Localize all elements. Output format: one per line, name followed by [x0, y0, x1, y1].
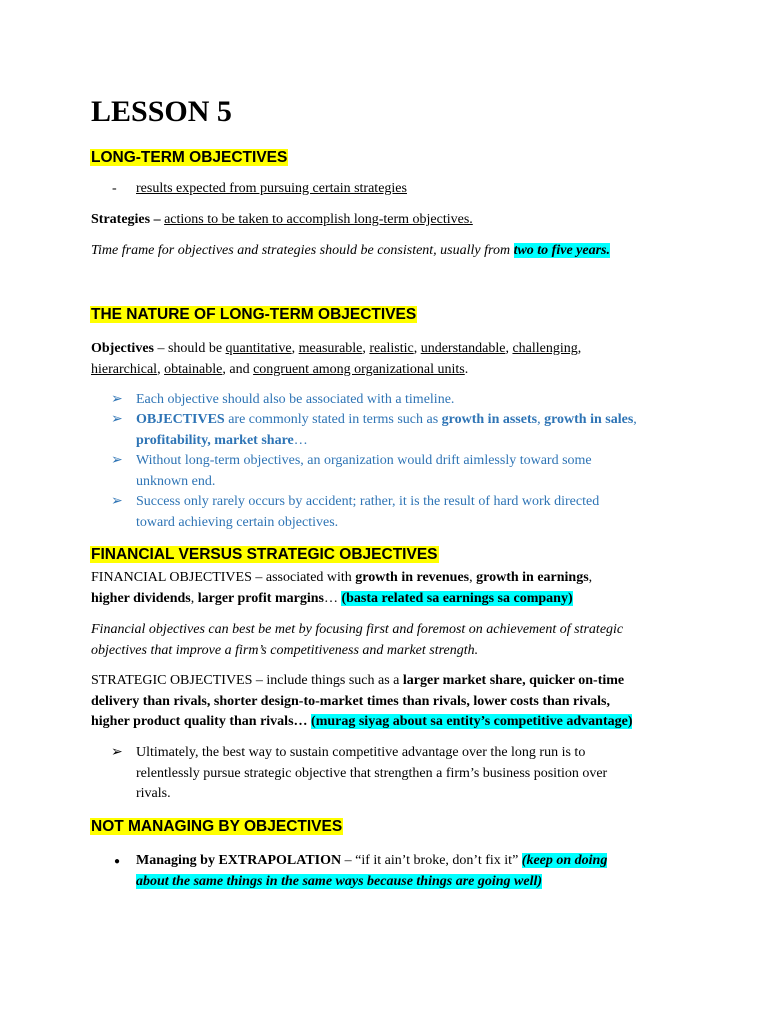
arrow-bullet-icon: ➢ [111, 745, 123, 760]
section-heading-long-term-objectives: LONG-TERM OBJECTIVES [91, 149, 288, 166]
dash-bullet: - [112, 181, 117, 196]
strategies-definition: Strategies – actions to be taken to accomplish long-term objectives. [91, 212, 473, 227]
financial-objectives-paragraph: FINANCIAL OBJECTIVES – associated with growth in revenues, growth in earnings, higher dividends, larger profit margins… (basta related sa earnings sa company) [91, 570, 593, 606]
section-heading-not-managing: NOT MANAGING BY OBJECTIVES [91, 818, 343, 835]
blue-bullet-timeline: Each objective should also be associated with a timeline. [136, 392, 455, 407]
lesson-title: LESSON 5 [91, 95, 232, 128]
strategic-note-highlight: (murag siyag about sa entity’s competitive advantage) [311, 714, 633, 729]
blue-bullet-success: Success only rarely occurs by accident; rather, it is the result of hard work directed toward achieving certain objectives. [136, 494, 600, 530]
financial-note-highlight: (basta related sa earnings sa company) [341, 590, 573, 606]
arrow-bullet-icon: ➢ [111, 392, 123, 407]
strategic-objectives-paragraph: STRATEGIC OBJECTIVES – include things such as a larger market share, quicker on-time delivery than rivals, shorter design-to-market times than rivals, lower costs than rivals, higher product quality than rivals… (murag siyag about sa entity’s competitive advantage) [91, 673, 633, 729]
blue-bullet-drift: Without long-term objectives, an organization would drift aimlessly toward some unknown end. [136, 453, 592, 489]
section-heading-financial-vs-strategic: FINANCIAL VERSUS STRATEGIC OBJECTIVES [91, 546, 438, 563]
financial-italic-paragraph: Financial objectives can best be met by focusing first and foremost on achievement of strategic objectives that improve a firm’s competitiveness and market strength. [91, 622, 624, 658]
ultimately-bullet: Ultimately, the best way to sustain competitive advantage over the long run is to relentlessly pursue strategic objective that strengthen a firm’s business position over rivals. [136, 745, 608, 801]
extrapolation-bullet: Managing by EXTRAPOLATION – “if it ain’t broke, don’t fix it” (keep on doing about the same things in the same ways because things are going well) [136, 853, 608, 889]
arrow-bullet-icon: ➢ [111, 412, 123, 427]
arrow-bullet-icon: ➢ [111, 494, 123, 509]
section-heading-nature-of-objectives: THE NATURE OF LONG-TERM OBJECTIVES [91, 306, 417, 323]
timeframe-highlight: two to five years. [513, 243, 610, 258]
arrow-bullet-icon: ➢ [111, 453, 123, 468]
blue-bullet-objectives-terms: OBJECTIVES are commonly stated in terms such as growth in assets, growth in sales, profitability, market share… [136, 412, 637, 448]
dash-item-text: results expected from pursuing certain strategies [136, 181, 407, 196]
bullet-dot-icon: ● [114, 856, 121, 867]
timeframe-paragraph: Time frame for objectives and strategies should be consistent, usually from two to five years. [91, 243, 610, 258]
objectives-definition: Objectives – should be quantitative, measurable, realistic, understandable, challenging, hierarchical, obtainable, and congruent among organizational units. [91, 341, 582, 377]
